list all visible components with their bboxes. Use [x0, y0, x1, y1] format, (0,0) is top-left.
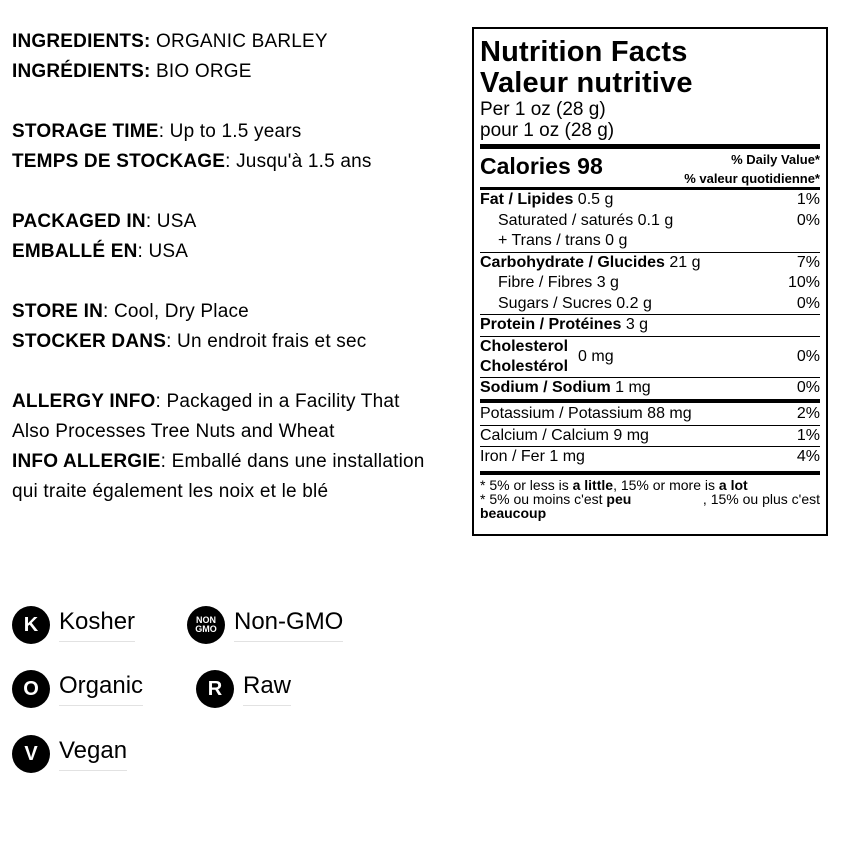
fat-dv: 1% [796, 191, 820, 208]
fibre-row [480, 273, 820, 294]
footnote [480, 478, 820, 520]
ingredients-en-value: ORGANIC BARLEY [150, 31, 328, 52]
protein-amount: 3 g [621, 316, 649, 333]
vegan-label: Vegan [59, 738, 127, 771]
carbohydrate-row [480, 253, 820, 274]
allergy-en-label: ALLERGY INFO [12, 391, 156, 412]
organic-label: Organic [59, 673, 143, 706]
calcium-dv: 1% [796, 426, 820, 444]
iron-label: Iron / Fer 1 mg [480, 448, 585, 465]
calories-label: Calories 98 [480, 153, 603, 179]
ingredients-en [12, 27, 467, 57]
ingredients-fr-label: INGRÉDIENTS: [12, 61, 151, 82]
calories-row [480, 149, 820, 187]
raw-icon: R [196, 670, 234, 708]
sugars-label: Sugars / Sucres 0.2 g [498, 294, 652, 312]
potassium-dv: 2% [796, 405, 820, 422]
divider-thick [480, 471, 820, 475]
sugars-row [480, 294, 820, 315]
daily-value-fr: % valeur quotidienne* [684, 171, 820, 186]
carb-label: Carbohydrate / Glucides [480, 253, 665, 271]
trans-label: + Trans / trans 0 g [498, 232, 628, 249]
allergy-fr-label: INFO ALLERGIE [12, 451, 161, 472]
fibre-dv: 10% [787, 274, 820, 291]
daily-value-en: % Daily Value* [731, 152, 820, 167]
saturated-row [480, 211, 820, 232]
non-gmo-badge [187, 606, 343, 644]
sodium-dv: 0% [796, 378, 820, 396]
storein-fr-label: STOCKER DANS [12, 331, 167, 352]
iron-row [480, 447, 820, 468]
packaged-en-label: PACKAGED IN [12, 211, 146, 232]
cholesterol-dv: 0% [796, 348, 820, 365]
daily-value-header [684, 150, 820, 188]
allergy-fr-value-1: : Emballé dans une installation [160, 451, 425, 472]
footnote-en: * 5% or less is a little, 15% or more is a lot [480, 476, 748, 493]
organic-badge [12, 670, 143, 708]
calcium-row [480, 426, 820, 447]
raw-badge [196, 670, 291, 708]
potassium-row [480, 404, 820, 425]
packaged-fr-label: EMBALLÉ EN [12, 241, 138, 262]
storage-en-label: STORAGE TIME [12, 121, 159, 142]
allergy-info-en-cont: Also Processes Tree Nuts and Wheat [12, 421, 335, 442]
allergy-info-fr [12, 447, 467, 477]
cholesterol-label-fr: Cholestérol [480, 357, 569, 375]
trans-row [480, 231, 820, 252]
allergy-en-value-1: : Packaged in a Facility That [155, 391, 400, 412]
potassium-label: Potassium / Potassium 88 mg [480, 405, 692, 422]
calcium-label: Calcium / Calcium 9 mg [480, 426, 649, 444]
kosher-badge [12, 606, 135, 644]
packaged-fr-value: : USA [137, 241, 189, 262]
organic-icon: O [12, 670, 50, 708]
fat-row [480, 190, 820, 211]
store-in-fr [12, 327, 467, 357]
sugars-dv: 0% [796, 294, 820, 312]
storein-en-value: : Cool, Dry Place [103, 301, 249, 322]
ingredients-fr [12, 57, 467, 87]
fibre-label: Fibre / Fibres 3 g [498, 274, 619, 291]
allergy-info-en [12, 387, 467, 417]
fat-amount: 0.5 g [573, 191, 614, 208]
packaged-en-value: : USA [145, 211, 197, 232]
storein-fr-value: : Un endroit frais et sec [166, 331, 367, 352]
allergy-info-fr-cont: qui traite également les noix et le blé [12, 481, 329, 502]
carb-dv: 7% [796, 253, 820, 271]
vegan-icon: V [12, 735, 50, 773]
storage-en-value: : Up to 1.5 years [158, 121, 302, 142]
storage-fr-value: : Jusqu'à 1.5 ans [225, 151, 372, 172]
fat-label: Fat / Lipides [480, 191, 574, 208]
iron-dv: 4% [796, 448, 820, 465]
cholesterol-row [480, 337, 820, 377]
vegan-badge [12, 735, 127, 773]
kosher-label: Kosher [59, 609, 135, 642]
packaged-in-fr [12, 237, 467, 267]
saturated-label: Saturated / saturés 0.1 g [498, 211, 674, 229]
cholesterol-label-en: Cholesterol [480, 337, 569, 355]
kosher-icon: K [12, 606, 50, 644]
serving-size-fr: pour 1 oz (28 g) [480, 120, 615, 141]
non-gmo-icon: NON GMO [187, 606, 225, 644]
nutrition-title-en: Nutrition Facts [480, 36, 688, 68]
footnote-fr-cont: beaucoup [480, 504, 547, 521]
footnote-fr: * 5% ou moins c'est peu , 15% ou plus c'est [480, 490, 820, 507]
store-in-en [12, 297, 467, 327]
non-gmo-label: Non-GMO [234, 609, 343, 642]
ingredients-en-label: INGREDIENTS: [12, 31, 151, 52]
divider-thick [480, 399, 820, 403]
cholesterol-amount: 0 mg [578, 348, 614, 365]
protein-row [480, 315, 820, 336]
storage-time-fr [12, 147, 467, 177]
sodium-row [480, 378, 820, 399]
storage-fr-label: TEMPS DE STOCKAGE [12, 151, 226, 172]
carb-amount: 21 g [664, 253, 701, 271]
serving-size-en: Per 1 oz (28 g) [480, 99, 606, 120]
storage-time-en [12, 117, 467, 147]
product-info [12, 27, 467, 507]
saturated-dv: 0% [796, 211, 820, 229]
protein-label: Protein / Protéines [480, 316, 622, 333]
ingredients-fr-value: BIO ORGE [150, 61, 252, 82]
sodium-label: Sodium / Sodium [480, 378, 611, 396]
packaged-in-en [12, 207, 467, 237]
sodium-amount: 1 mg [610, 378, 651, 396]
storein-en-label: STORE IN [12, 301, 103, 322]
nutrition-title-fr: Valeur nutritive [480, 67, 693, 99]
nutrition-facts-panel [472, 27, 828, 536]
raw-label: Raw [243, 673, 291, 706]
